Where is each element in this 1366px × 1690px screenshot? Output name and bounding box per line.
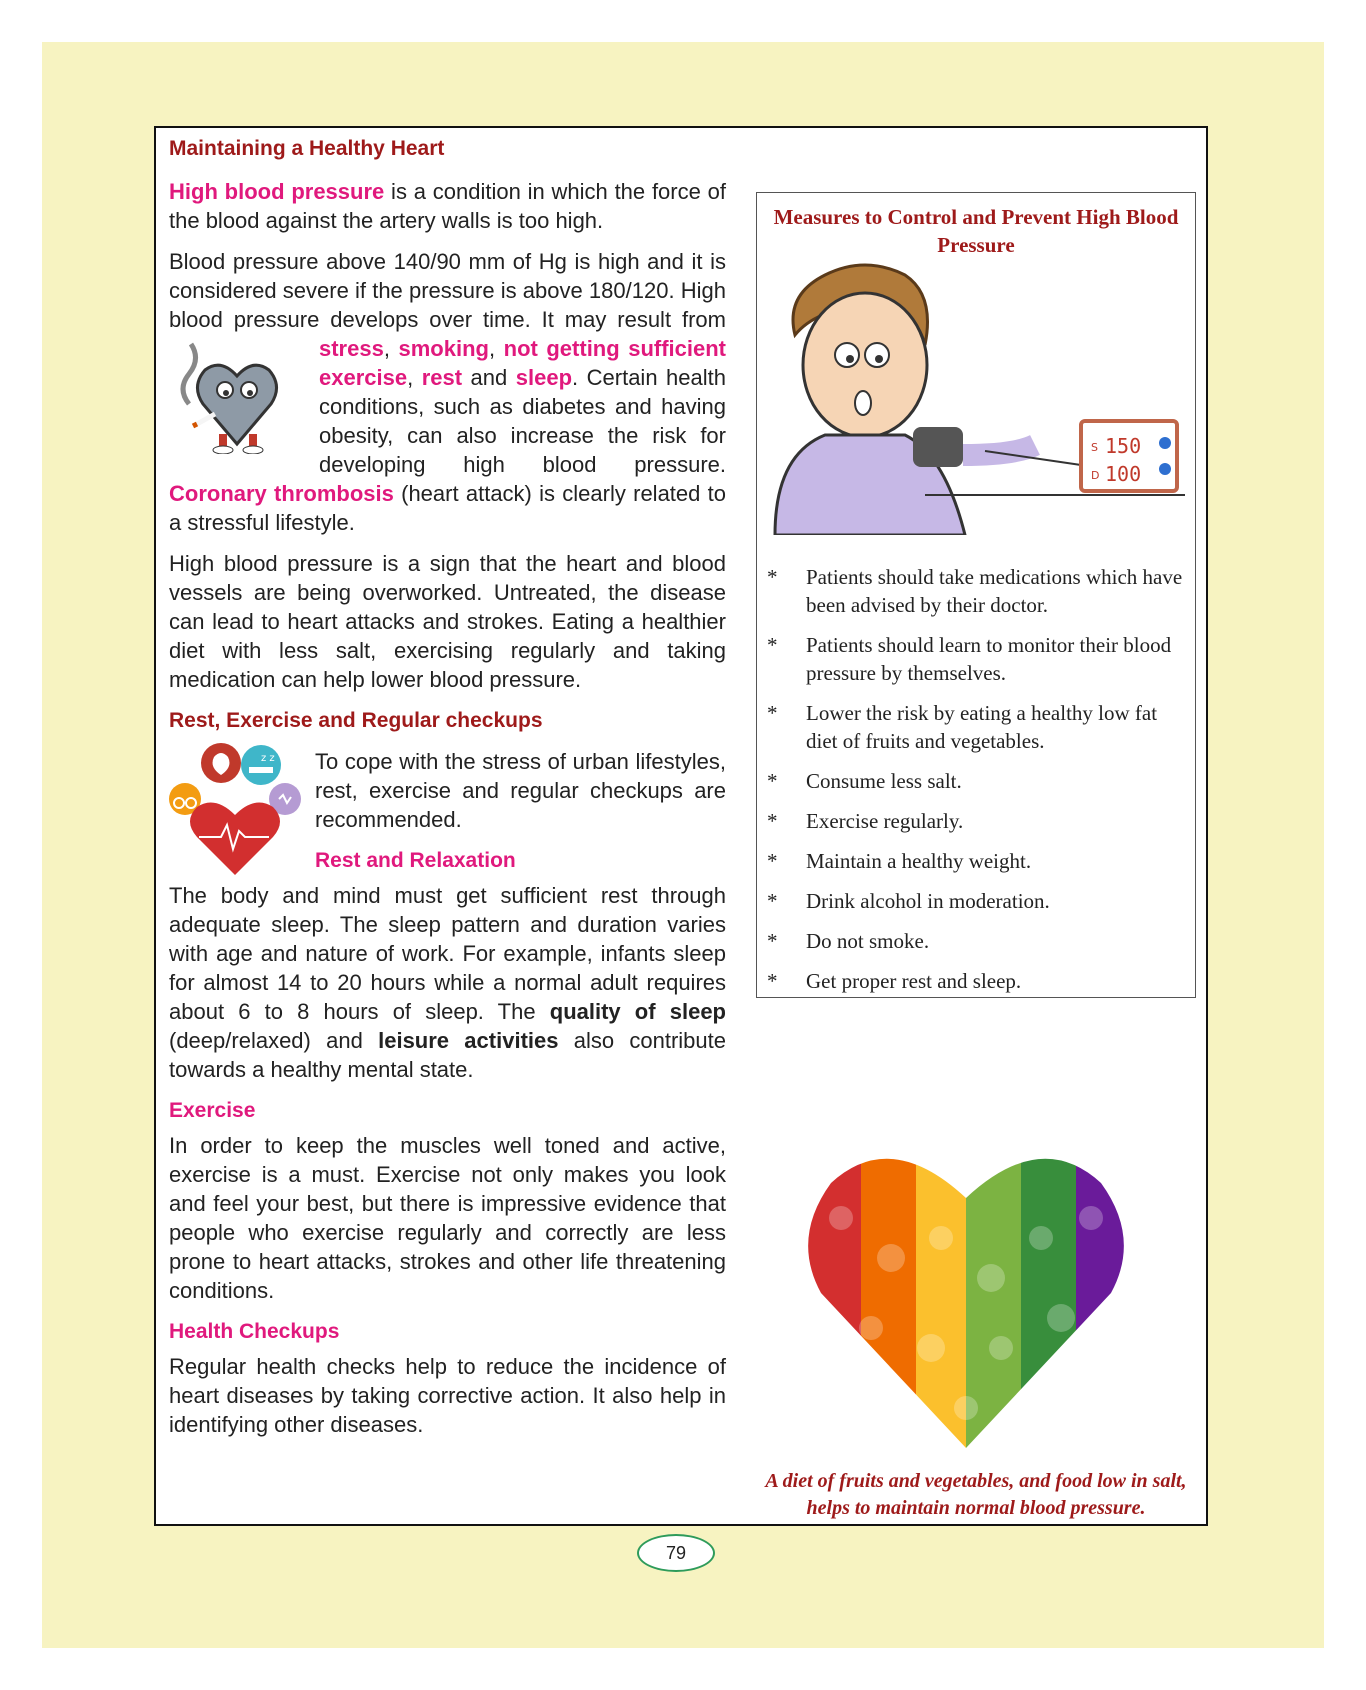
measure-item: * Exercise regularly. xyxy=(767,809,964,833)
measure-item: * Patients should learn to monitor their blood pressure by themselves. xyxy=(767,633,1172,685)
sleep-icon xyxy=(241,745,281,785)
measures-title: Measures to Control and Prevent High Blood Pressure xyxy=(773,205,1179,257)
exercise-paragraph: In order to keep the muscles well toned and active, exercise is a must. Exercise not only makes you look and feel your best, but there is impressive evidence that people who exercise regularly and correctly are less prone to heart attacks, strokes and other life threatening conditions. xyxy=(169,1133,726,1303)
term-high-bp: High blood pressure xyxy=(169,179,385,204)
overwork-paragraph: High blood pressure is a sign that the heart and blood vessels are being overworked. Untreated, the disease can lead to heart attacks and strokes. Eating a healthier diet with less salt, exercising regularly and taking medication can help lower blood pressure. xyxy=(169,551,726,692)
svg-text:z z: z z xyxy=(261,753,275,764)
smoking-heart-illustration xyxy=(169,334,305,454)
measure-item: * Lower the risk by eating a healthy low fat diet of fruits and vegetables. xyxy=(767,701,1158,753)
page-number: 79 xyxy=(637,1534,715,1572)
rest-relaxation-heading: Rest and Relaxation xyxy=(315,849,516,872)
health-checkups-heading: Health Checkups xyxy=(169,1320,340,1343)
measures-box xyxy=(756,192,1196,998)
bp-cuff-icon xyxy=(913,427,963,467)
rest-exercise-heading: Rest, Exercise and Regular checkups xyxy=(169,709,543,732)
fruit-vegetable-heart-illustration xyxy=(801,1128,1131,1458)
svg-text:D: D xyxy=(1091,469,1100,482)
intro-paragraph: High blood pressure is a condition in which the force of the blood against the artery walls is too high. xyxy=(169,179,726,233)
causes-paragraph: Blood pressure above 140/90 mm of Hg is high and it is considered severe if the pressure is above 180/120. High blood pressure develops over time. It may result from stress, smoking, not getting sufficient exercise, rest and sleep. Certain health conditions, such as diabetes and having obesity, can also increase the risk for developing high blood pressure. Coronary thrombosis (heart attack) is clearly related to a stressful lifestyle. xyxy=(169,249,726,535)
heart-caption: A diet of fruits and vegetables, and food low in salt, helps to maintain normal blood pressure. xyxy=(765,1470,1187,1519)
measure-item: * Drink alcohol in moderation. xyxy=(767,889,1050,913)
relaxation-paragraph: The body and mind must get sufficient rest through adequate sleep. The sleep pattern and duration varies with age and nature of work. For example, infants sleep for almost 14 to 20 hours while a normal adult requires about 6 to 8 hours of sleep. The quality of sleep (deep/relaxed) and leisure activities also contribute towards a healthy mental state. xyxy=(169,883,726,1082)
svg-text:100: 100 xyxy=(1105,462,1142,486)
measure-item: * Consume less salt. xyxy=(767,769,962,793)
content-frame xyxy=(154,126,1208,1526)
measure-item: * Do not smoke. xyxy=(767,929,930,953)
heart-icon xyxy=(197,365,276,444)
checkups-paragraph: Regular health checks help to reduce the incidence of heart diseases by taking corrective action. It also help in identifying other diseases. xyxy=(169,1354,726,1437)
measure-item: * Get proper rest and sleep. xyxy=(767,969,1022,993)
heart-icon xyxy=(190,803,280,876)
bp-monitor-illustration xyxy=(765,255,1185,535)
healthy-lifestyle-icons xyxy=(169,741,301,877)
rest-exercise-text: To cope with the stress of urban lifestyles, rest, exercise and regular checkups are recommended. xyxy=(315,749,726,832)
measures-list xyxy=(767,563,1187,1007)
exercise-heading: Exercise xyxy=(169,1099,256,1122)
measure-item: * Maintain a healthy weight. xyxy=(767,849,1032,873)
svg-text:S: S xyxy=(1091,441,1098,454)
smoke-icon xyxy=(183,344,196,404)
rest-exercise-block xyxy=(169,741,726,881)
measure-item: * Patients should take medications which have been advised by their doctor. xyxy=(767,565,1183,617)
left-column xyxy=(169,134,726,1451)
page-title: Maintaining a Healthy Heart xyxy=(169,137,445,160)
svg-text:150: 150 xyxy=(1105,434,1142,458)
